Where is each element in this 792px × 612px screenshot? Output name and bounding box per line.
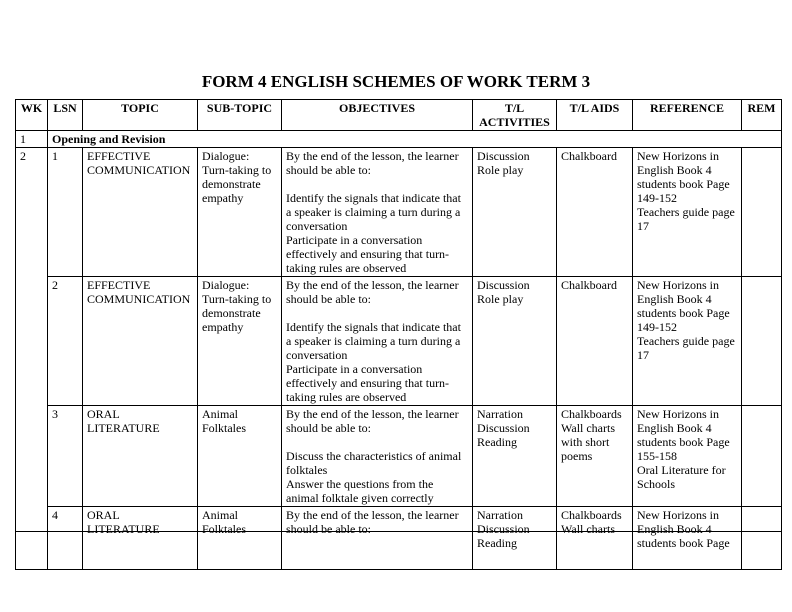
activities-cell: Discussion Role play [473, 277, 557, 406]
table-row [16, 507, 782, 570]
reference-cell: New Horizons in English Book 4 students book Page 155-158 Oral Literature for Schools [633, 406, 742, 507]
topic-cell: ORAL LITERATURE [83, 507, 198, 570]
header-row [16, 100, 782, 131]
reference-cell: New Horizons in English Book 4 students book Page 149-152 Teachers guide page 17 [633, 148, 742, 277]
table-row [16, 406, 782, 507]
aids-cell: Chalkboard [557, 277, 633, 406]
week-cell: 2 [16, 148, 48, 570]
aids-cell: Chalkboards Wall charts with short poems [557, 406, 633, 507]
lsn-cell: 2 [48, 277, 83, 406]
subtopic-cell: Animal Folktales [198, 507, 282, 570]
objectives-cell: By the end of the lesson, the learner should be able to: [282, 507, 473, 570]
rem-cell [742, 406, 782, 507]
week-cell: 1 [16, 131, 48, 148]
header-reference: REFERENCE [633, 100, 742, 131]
header-activities: T/L ACTIVITIES [473, 100, 557, 131]
objectives-cell: By the end of the lesson, the learner should be able to: Discuss the characteristics of animal folktales Answer the questions from the animal folktale given correctly [282, 406, 473, 507]
rem-cell [742, 507, 782, 570]
header-objectives: OBJECTIVES [282, 100, 473, 131]
activities-cell: Discussion Role play [473, 148, 557, 277]
header-lsn: LSN [48, 100, 83, 131]
header-aids: T/L AIDS [557, 100, 633, 131]
scheme-of-work-table [15, 99, 782, 570]
header-topic: TOPIC [83, 100, 198, 131]
topic-cell: EFFECTIVE COMMUNICATION [83, 277, 198, 406]
header-wk: WK [16, 100, 48, 131]
table-row [16, 277, 782, 406]
lsn-cell: 4 [48, 507, 83, 570]
subtopic-cell: Dialogue: Turn-taking to demonstrate empathy [198, 148, 282, 277]
topic-cell: ORAL LITERATURE [83, 406, 198, 507]
aids-cell: Chalkboard [557, 148, 633, 277]
activities-cell: Narration Discussion Reading [473, 507, 557, 570]
lsn-cell: 3 [48, 406, 83, 507]
lsn-cell: 1 [48, 148, 83, 277]
subtopic-cell: Animal Folktales [198, 406, 282, 507]
header-rem: REM [742, 100, 782, 131]
scheme-table-container [15, 99, 781, 550]
subtopic-cell: Dialogue: Turn-taking to demonstrate empathy [198, 277, 282, 406]
reference-cell: New Horizons in English Book 4 students book Page 149-152 Teachers guide page 17 [633, 277, 742, 406]
header-subtopic: SUB-TOPIC [198, 100, 282, 131]
objectives-cell: By the end of the lesson, the learner should be able to: Identify the signals that indicate that a speaker is claiming a turn during a conversation Participate in a conversation effectively and ensuring that turn-taking rules are observed [282, 277, 473, 406]
section-row [16, 131, 782, 148]
aids-cell: Chalkboards Wall charts [557, 507, 633, 570]
document-title: FORM 4 ENGLISH SCHEMES OF WORK TERM 3 [201, 72, 591, 91]
table-row [16, 148, 782, 277]
activities-cell: Narration Discussion Reading [473, 406, 557, 507]
reference-cell: New Horizons in English Book 4 students book Page [633, 507, 742, 570]
rem-cell [742, 148, 782, 277]
section-label: Opening and Revision [48, 131, 782, 148]
rem-cell [742, 277, 782, 406]
objectives-cell: By the end of the lesson, the learner should be able to: Identify the signals that indicate that a speaker is claiming a turn during a conversation Participate in a conversation effectively and ensuring that turn-taking rules are observed [282, 148, 473, 277]
topic-cell: EFFECTIVE COMMUNICATION [83, 148, 198, 277]
